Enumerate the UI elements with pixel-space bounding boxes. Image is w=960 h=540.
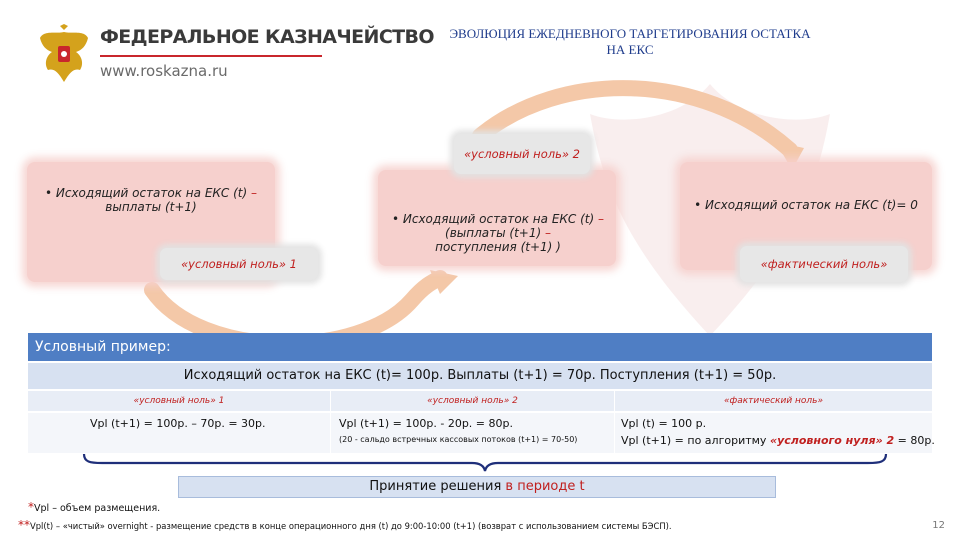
- example-col-2-body: [331, 413, 614, 453]
- example-col-1-value: Vpl (t+1) = 100р. – 70р. = 30р.: [90, 417, 266, 430]
- footnote-1-text: Vpl – объем размещения.: [34, 503, 161, 514]
- slide-title-line: НА ЕКС: [606, 42, 654, 57]
- example-col-2-head: «условный ноль» 2: [331, 391, 614, 411]
- decision-banner: [178, 476, 776, 498]
- stage-3-text: • Исходящий остаток на ЕКС (t)= 0: [694, 198, 918, 212]
- footnote-1-marker: *: [28, 500, 34, 514]
- stage-1-tag: «условный ноль» 1: [160, 248, 318, 280]
- footnote-1: [28, 500, 160, 514]
- decision-text: Принятие решения: [369, 479, 506, 494]
- curly-brace-icon: [82, 452, 888, 472]
- footnote-2-marker: **: [18, 518, 30, 532]
- example-col-3-accent: «условного нуля» 2: [769, 434, 895, 447]
- stage-box-2: [378, 170, 616, 266]
- example-col-2-note: (20 - сальдо встречных кассовых потоков (t+1) = 70-50): [339, 435, 578, 444]
- example-header: Условный пример:: [28, 333, 932, 361]
- example-col-1-body: [28, 413, 330, 453]
- org-title: ФЕДЕРАЛЬНОЕ КАЗНАЧЕЙСТВО: [100, 26, 434, 48]
- example-col-3-value: Vpl (t) = 100 р.: [621, 417, 707, 430]
- org-url: www.roskazna.ru: [100, 62, 228, 80]
- example-col-3-head: «фактический ноль»: [615, 391, 932, 411]
- stage-2-line: • Исходящий остаток на ЕКС (t): [391, 212, 598, 226]
- example-col-2-value: Vpl (t+1) = 100р. - 20р. = 80р.: [339, 417, 513, 430]
- example-col-3-value: [621, 434, 935, 447]
- example-summary: Исходящий остаток на ЕКС (t)= 100р. Выплаты (t+1) = 70р. Поступления (t+1) = 50р.: [28, 363, 932, 389]
- stage-2-dash: –: [544, 226, 551, 240]
- stage-1-dash: –: [251, 186, 257, 200]
- example-col-1-head: «условный ноль» 1: [28, 391, 330, 411]
- decision-accent: в периоде t: [505, 479, 585, 494]
- example-col-3-body: [615, 413, 935, 453]
- stage-1-text: [31, 186, 271, 214]
- page-number: 12: [932, 520, 945, 531]
- stage-2-line: (выплаты (t+1): [445, 226, 545, 240]
- example-col-3-text: Vpl (t+1) = по алгоритму: [621, 434, 770, 447]
- stage-1-line: выплаты (t+1): [105, 200, 197, 214]
- stage-2-text: [384, 212, 612, 254]
- example-col-3-text: = 80р.: [894, 434, 935, 447]
- stage-2-tag: «условный ноль» 2: [454, 134, 590, 174]
- stage-3-tag: «фактический ноль»: [740, 246, 908, 282]
- footnote-2: [18, 518, 672, 532]
- stage-2-dash: –: [598, 212, 604, 226]
- stage-2-line: поступления (t+1) ): [435, 240, 561, 254]
- footnote-2-text: Vpl(t) – «чистый» overnight - размещение средств в конце операционного дня (t) до 9:00-10:00 (t+1) (возврат с использованием системы БЭСП).: [30, 521, 672, 531]
- stage-1-line: • Исходящий остаток на ЕКС (t): [44, 186, 251, 200]
- slide-title-line: ЭВОЛЮЦИЯ ЕЖЕДНЕВНОГО ТАРГЕТИРОВАНИЯ ОСТАТКА: [449, 26, 811, 41]
